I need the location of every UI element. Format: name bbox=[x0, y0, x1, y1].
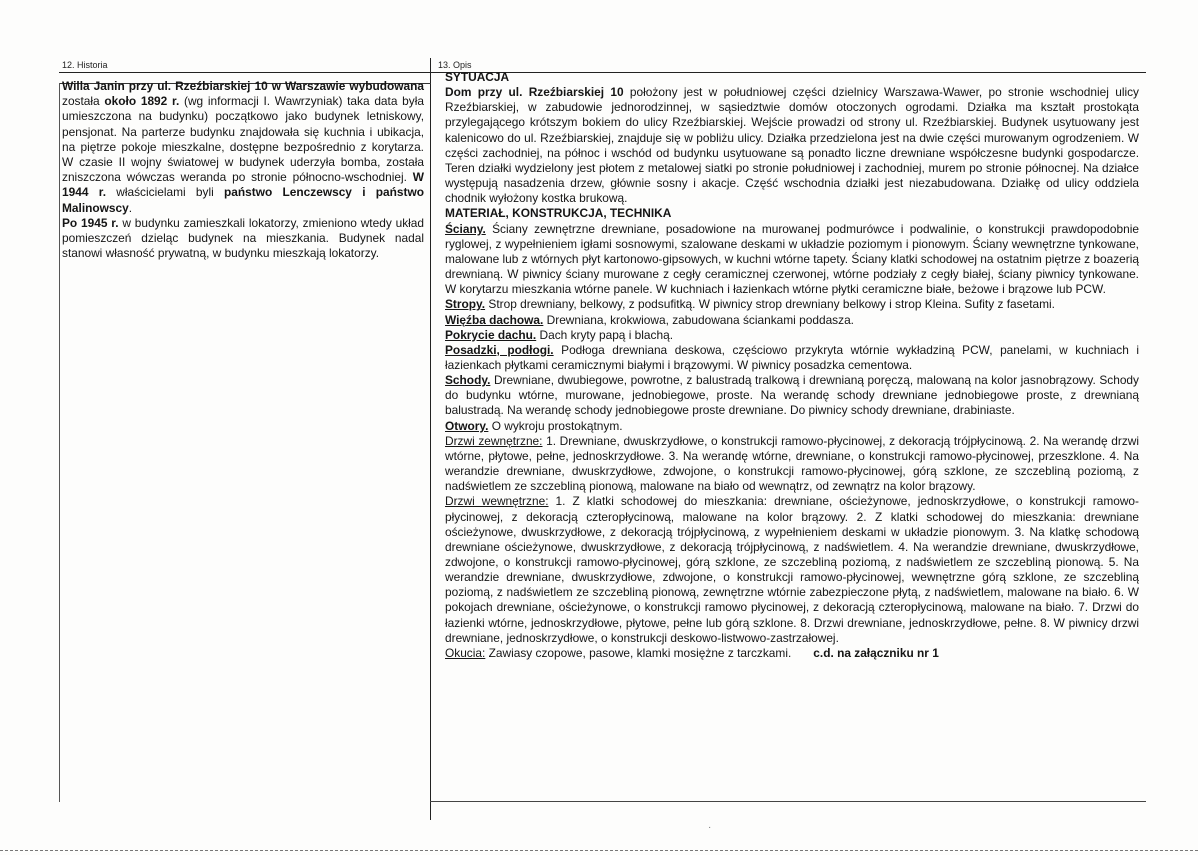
drzwi-wewnetrzne-text: 1. Z klatki schodowej do mieszkania: drewniane, ościeżynowe, jednoskrzydłowe, o konstrukcji ramowo-płycinowej, z dekoracją czteropłycinową, malowane na kolor brązowy. 2. Z klatki schodowej do mieszkania: drewniane ościeżynowe, dwuskrzydłowe, z dekoracją trójpłycinową, z wypełnieniem deskami w układzie pionowym. 3. Na klatkę schodową drewniane ościeżynowe, dwuskrzydłowe, z dekoracją trójpłycinową, z nadświetlem. 4. Na werandzie drewniane, dwuskrzydłowe, zdwojone, o konstrukcji ramowo-płycinowej, górą szklone, ze szczebliną poziomą, z nadświetlem ze szczebliną pionową. 5. Na werandzie drewniane, dwuskrzydłowe, zdwojone, o konstrukcji ramowo-płycinowej, wewnętrzne górą szklone, ze szczebliną poziomą, z nadświetlem ze szczebliną pionową, zewnętrzne wtórnie zabezpieczone płytą, z nadświetlem, malowane na biało. 6. W pokojach drewniane, ościeżynowe, o konstrukcji ramowo płycinowej, z dekoracją czteropłycinową, malowane na biało. 7. Drzwi do łazienki wtórne, jednoskrzydłowe, płytowe, pełne lub górą szklone. 8. Drzwi drewniane, jednoskrzydłowe, pełne. 8. W piwnicy drzwi drewniane, jednoskrzydłowe, o konstrukcji deskowo-listwowo-zastrzałowej. bbox=[445, 494, 1139, 645]
material-heading: MATERIAŁ, KONSTRUKCJA, TECHNIKA bbox=[445, 206, 672, 221]
scan-edge-dashes bbox=[0, 850, 1198, 851]
okucia-paragraph bbox=[445, 646, 1139, 661]
posadzki-label: Posadzki, podłogi. bbox=[445, 342, 554, 357]
okucia-label: Okucia: bbox=[445, 645, 486, 660]
posadzki-text: Podłoga drewniana deskowa, częściowo przykryta wtórnie wykładziną PCW, panelami, w kuchniach i łazienkach płytkami ceramicznymi białymi i brązowymi. W piwnicy posadzka cementowa. bbox=[445, 342, 1139, 372]
left-cell-left-border bbox=[59, 83, 60, 802]
historia-text: została bbox=[62, 94, 105, 109]
historia-text: w budynku zamieszkali lokatorzy, zmieniono wtedy układ pomieszczeń dzieląc budynek na mieszkania. Budynek nadal stanowi własność prywatną, w budynku mieszkają lokatorzy. bbox=[62, 215, 425, 261]
historia-1944: W 1944 r. bbox=[62, 170, 424, 200]
schody-paragraph bbox=[445, 373, 1139, 418]
historia-paragraph-2 bbox=[62, 216, 424, 262]
opis-label: 13. Opis bbox=[438, 60, 472, 70]
historia-label: 12. Historia bbox=[62, 60, 108, 70]
stropy-paragraph bbox=[445, 297, 1139, 312]
sytuacja-text: położony jest w południowej części dzielnicy Warszawa-Wawer, po stronie wschodniej ulicy Rzeźbiarskiej, w zabudowie jednorodzinnej, w sąsiedztwie domów otoczonych ogrodami. Działka ma kształt prostokąta przylegającego krótszym bokiem do ulicy Rzeźbiarskiej. Wejście prowadzi od strony ul. Rzeźbiarskiej. Budynek usytuowany jest kalenicowo do ul. Rzeźbiarskiej, znajduje się w pobliżu ulicy. Działka przedzielona jest na dwie części murowanym ogrodzeniem. W części zachodniej, na północ i wschód od budynku usytuowane są ponadto liczne drewniane współczesne budynki gospodarcze. Teren działki wydzielony jest płotem z metalowej siatki po stronie południowej i zachodniej, murem po stronie północnej. Na działce występują nasadzenia drzew, głównie sosny i akacje. Część wschodnia działki jest niezabudowana. Działkę od ulicy oddziela chodnik wyłożony kostka brukową. bbox=[445, 85, 1139, 206]
sciany-paragraph bbox=[445, 222, 1139, 298]
historia-text: . bbox=[128, 200, 133, 215]
otwory-label: Otwory. bbox=[445, 418, 489, 433]
sciany-label: Ściany. bbox=[445, 221, 486, 236]
drzwi-zewnetrzne-text: 1. Drewniane, dwuskrzydłowe, o konstrukcji ramowo-płycinowej, z dekoracją trójpłycinową. 2. Na werandę drzwi wtórne, płytowe, pełne, jednoskrzydłowe. 3. Na werandę wtórne, drewniane, o konstrukcji ramowo-płycinowej, przeszklone. 4. Na werandzie drewniane, dwuskrzydłowe, zdwojone, o konstrukcji ramowo-płycinowej, górą szklone, ze szczebliną poziomą, z nadświetlem ze szczebliną pionową, malowane na biało od wewnątrz, od zewnątrz na kolor brązowy. bbox=[445, 433, 1140, 494]
historia-owners: państwo Lenczewscy i państwo Malinowscy bbox=[62, 185, 424, 215]
pokrycie-paragraph bbox=[445, 328, 1139, 343]
column-divider bbox=[430, 58, 431, 820]
right-cell-bottom-border bbox=[430, 801, 1146, 802]
historia-text: właścicielami byli bbox=[106, 185, 225, 200]
pokrycie-label: Pokrycie dachu. bbox=[445, 327, 537, 342]
historia-build-date: około 1892 r. bbox=[104, 94, 180, 109]
historia-section bbox=[62, 79, 424, 261]
drzwi-wewnetrzne-paragraph bbox=[445, 494, 1139, 646]
scan-speck: · bbox=[708, 822, 712, 833]
schody-text: Drewniane, dwubiegowe, powrotne, z balustradą tralkową i drewnianą poręczą, malowaną na kolor jasnobrązowy. Schody do budynku wtórne, murowane, jednobiegowe, proste. Na werandę schody drewniane jednobiegowe proste, z drewnianą balustradą. Na werandę schody jednobiegowe proste drewniane. Do piwnicy schody drewniane, drabiniaste. bbox=[445, 373, 1139, 418]
drzwi-zewnetrzne-paragraph bbox=[445, 434, 1139, 495]
sciany-text: Ściany zewnętrzne drewniane, posadowione na murowanej podmurówce i podwalinie, o konstrukcji prawdopodobnie ryglowej, z wypełnieniem igłami sosnowymi, szalowane deskami w układzie poziomym i pionowym. Ściany wewnętrzne tynkowane, malowane lub z wtórnych płyt kartonowo-gipsowych, w kuchni wtórne tapety. Ściany klatki schodowej na ostatnim piętrze z boazerią drewnianą. W piwnicy ściany murowane z cegły ceramicznej czerwonej, wtórne podziały z cegły białej, ściany piwnicy tynkowane. W korytarzu mieszkania wtórne panele. W kuchniach i łazienkach wtórne płytki ceramiczne białe, beżowe i brązowe lub PCW. bbox=[445, 221, 1139, 297]
sytuacja-address: Dom przy ul. Rzeźbiarskiej 10 bbox=[445, 85, 624, 100]
wiezba-text: Drewniana, krokwiowa, zabudowana ściankami poddasza. bbox=[543, 312, 854, 327]
wiezba-paragraph bbox=[445, 313, 1139, 328]
continued-note: c.d. na załączniku nr 1 bbox=[813, 645, 939, 660]
stropy-text: Strop drewniany, belkowy, z podsufitką. W piwnicy strop drewniany belkowy i strop Kleina. Sufity z fasetami. bbox=[485, 297, 1055, 312]
schody-label: Schody. bbox=[445, 373, 491, 388]
historia-villa-name: Willa Janin przy ul. Rzeźbiarskiej 10 w Warszawie wybudowana bbox=[62, 79, 424, 93]
otwory-paragraph bbox=[445, 419, 1139, 434]
historia-text: (wg informacji I. Wawrzyniak) taka data była umieszczona na budynku) początkowo jako budynek letniskowy, pensjonat. Na parterze budynku znajdowała się kuchnia i ubikacja, na piętrze pokoje mieszkalne, dostępne bezpośrednio z korytarza. W czasie II wojny światowej w budynek uderzyła bomba, została zniszczona wówczas weranda po stronie północno-wschodniej. bbox=[62, 94, 424, 185]
sytuacja-paragraph bbox=[445, 85, 1139, 206]
stropy-label: Stropy. bbox=[445, 297, 486, 312]
drzwi-zewnetrzne-label: Drzwi zewnętrzne: bbox=[445, 433, 543, 448]
pokrycie-text: Dach kryty papą i blachą. bbox=[536, 327, 674, 342]
opis-section bbox=[445, 70, 1139, 661]
posadzki-paragraph bbox=[445, 343, 1139, 373]
wiezba-label: Więźba dachowa. bbox=[445, 312, 544, 327]
historia-after-1945: Po 1945 r. bbox=[62, 215, 119, 230]
drzwi-wewnetrzne-label: Drzwi wewnętrzne: bbox=[445, 494, 549, 509]
otwory-text: O wykroju prostokątnym. bbox=[488, 418, 623, 433]
okucia-text: Zawiasy czopowe, pasowe, klamki mosiężne z tarczkami. bbox=[485, 645, 792, 660]
sytuacja-heading: SYTUACJA bbox=[445, 70, 510, 84]
historia-paragraph-1 bbox=[62, 79, 424, 216]
